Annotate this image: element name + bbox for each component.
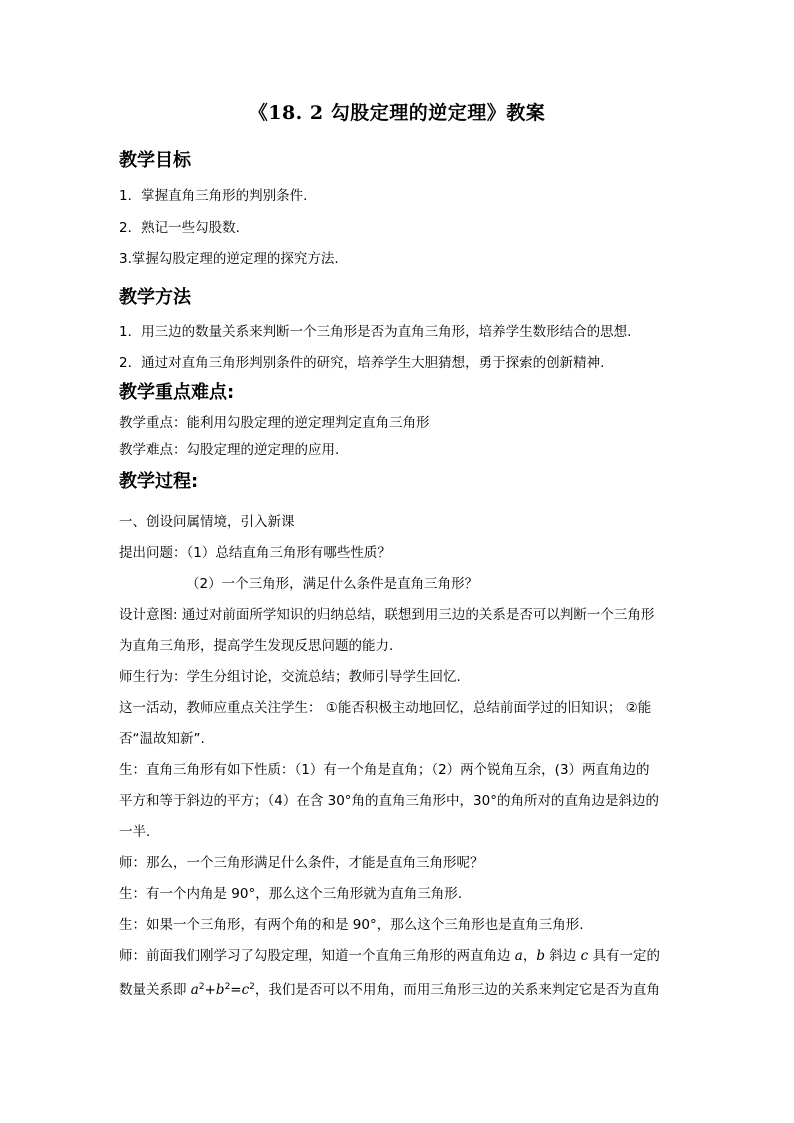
eq-equals: = <box>230 982 242 998</box>
process-line-1: 一、创设问属情境，引入新课 <box>119 514 295 530</box>
process-line-2: 提出问题：（1）总结直角三角形有哪些性质？ <box>119 545 391 561</box>
heading-keypoints: 教学重点难点: <box>119 382 235 403</box>
process-line-5: 为直角三角形，提高学生发现反思问题的能力. <box>119 638 394 654</box>
process-line-15-tail: 具有一定的 <box>588 948 660 964</box>
var-c: c <box>580 948 589 964</box>
eq-c-exp: 2 <box>249 982 255 992</box>
objective-item-3: 3.掌握勾股定理的逆定理的探究方法. <box>119 251 339 267</box>
eq-b-exp: 2 <box>224 982 231 992</box>
process-line-12: 师：那么，一个三角形满足什么条件，才能是直角三角形呢？ <box>119 855 484 871</box>
process-line-6: 师生行为：学生分组讨论，交流总结；教师引导学生回忆. <box>119 669 461 685</box>
eq-b: b <box>215 982 225 998</box>
process-line-15-text: 师：前面我们刚学习了勾股定理，知道一个直角三角形的两直角边 <box>119 948 515 964</box>
comma: ， <box>522 948 537 964</box>
objective-item-1: 1．掌握直角三角形的判别条件. <box>119 188 308 204</box>
eq-a: a <box>190 982 199 998</box>
keypoint-item-1: 教学重点：能利用勾股定理的逆定理判定直角三角形 <box>119 415 430 431</box>
keypoint-item-2: 教学难点：勾股定理的逆定理的应用. <box>119 442 340 458</box>
eq-c: c <box>241 982 250 998</box>
hypotenuse-text: 斜边 <box>545 948 581 964</box>
process-line-11: 一半. <box>119 824 151 840</box>
heading-methods: 教学方法 <box>119 287 191 308</box>
eq-plus: + <box>204 982 216 998</box>
process-line-16-tail: ，我们是否可以不用角，而用三角形三边的关系来判定它是否为直角 <box>254 982 660 998</box>
process-line-4: 设计意图: 通过对前面所学知识的归纳总结，联想到用三边的关系是否可以判断一个三角形 <box>119 607 655 623</box>
eq-a-exp: 2 <box>198 982 205 992</box>
objective-item-2: 2．熟记一些勾股数. <box>119 220 240 236</box>
process-line-13: 生：有一个内角是 90°，那么这个三角形就为直角三角形. <box>119 886 463 902</box>
document-title: 《18. 2 勾股定理的逆定理》教案 <box>248 102 546 124</box>
method-item-1: 1．用三边的数量关系来判断一个三角形是否为直角三角形，培养学生数形结合的思想. <box>119 324 632 340</box>
process-line-8: 否“温故知新”. <box>119 731 205 747</box>
process-line-14: 生：如果一个三角形，有两个角的和是 90°，那么这个三角形也是直角三角形. <box>119 917 584 933</box>
process-line-15 <box>119 946 677 966</box>
process-line-10: 平方和等于斜边的平方；（4）在含 30°角的直角三角形中，30°的角所对的直角边是斜边的 <box>119 793 659 809</box>
var-b: b <box>536 948 546 964</box>
process-line-3: （2）一个三角形，满足什么条件是直角三角形？ <box>186 576 479 592</box>
method-item-2: 2．通过对直角三角形判别条件的研究，培养学生大胆猜想，勇于探索的创新精神. <box>119 355 605 371</box>
heading-objectives: 教学目标 <box>119 150 191 171</box>
process-line-16 <box>119 977 677 1000</box>
var-a: a <box>514 948 523 964</box>
process-line-7: 这一活动，教师应重点关注学生： ①能否积极主动地回忆，总结前面学过的旧知识； ②能 <box>119 700 652 716</box>
process-line-9: 生：直角三角形有如下性质：（1）有一个角是直角；（2）两个锐角互余，(3）两直角边的 <box>119 762 650 778</box>
heading-process: 教学过程: <box>119 471 199 492</box>
process-line-16-pre: 数量关系即 <box>119 982 191 998</box>
